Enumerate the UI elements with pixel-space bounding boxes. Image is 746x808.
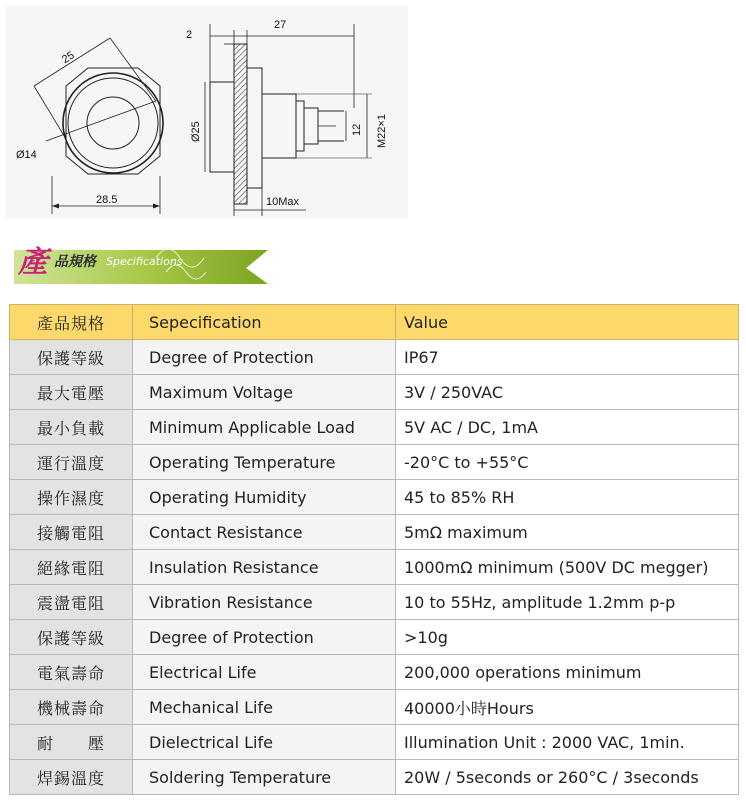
banner-subtitle: Specifications [106, 255, 183, 268]
cell-value: 40000小時Hours [396, 690, 739, 725]
table-row [10, 725, 739, 760]
cell-spec-name: Soldering Temperature [133, 760, 396, 795]
cell-zh-label: 震盪電阻 [10, 585, 133, 620]
table-row [10, 585, 739, 620]
side-view [205, 24, 372, 216]
cell-spec-name: Degree of Protection [133, 620, 396, 655]
cell-zh-label: 機械壽命 [10, 690, 133, 725]
dim-front-diag: 25 [59, 49, 77, 67]
cell-value: 5V AC / DC, 1mA [396, 410, 739, 445]
cell-spec-name: Operating Humidity [133, 480, 396, 515]
header-cell-zh: 產品規格 [10, 305, 133, 340]
table-row [10, 690, 739, 725]
table-header-row [10, 305, 739, 340]
cell-spec-name: Electrical Life [133, 655, 396, 690]
cell-zh-label: 操作濕度 [10, 480, 133, 515]
cell-spec-name: Maximum Voltage [133, 375, 396, 410]
dim-side-flange: 2 [186, 29, 193, 41]
dim-side-diameter: Ø25 [190, 121, 202, 142]
cell-zh-label: 焊錫溫度 [10, 760, 133, 795]
cell-zh-label: 運行溫度 [10, 445, 133, 480]
cell-value: 5mΩ maximum [396, 515, 739, 550]
cell-spec-name: Vibration Resistance [133, 585, 396, 620]
dim-side-length: 27 [274, 19, 287, 31]
cell-zh-label: 保護等級 [10, 620, 133, 655]
table-row [10, 655, 739, 690]
cell-zh-label: 最小負載 [10, 410, 133, 445]
dim-side-panel: 10Max [266, 196, 300, 208]
dim-front-inner: Ø14 [16, 149, 37, 161]
cell-value: 20W / 5seconds or 260°C / 3seconds [396, 760, 739, 795]
cell-value: IP67 [396, 340, 739, 375]
banner-big-char: 產 [18, 245, 48, 280]
cell-spec-name: Minimum Applicable Load [133, 410, 396, 445]
table-row [10, 445, 739, 480]
cell-zh-label: 絕緣電阻 [10, 550, 133, 585]
table-row [10, 410, 739, 445]
dim-side-pin: 12 [351, 123, 363, 136]
specifications-table-body [10, 305, 739, 795]
dimension-drawing [6, 6, 408, 219]
table-row [10, 340, 739, 375]
table-row [10, 375, 739, 410]
table-row [10, 620, 739, 655]
header-cell-value: Value [396, 305, 739, 340]
cell-value: 1000mΩ minimum (500V DC megger) [396, 550, 739, 585]
cell-spec-name: Insulation Resistance [133, 550, 396, 585]
cell-zh-label: 最大電壓 [10, 375, 133, 410]
cell-value: 3V / 250VAC [396, 375, 739, 410]
cell-zh-label: 電氣壽命 [10, 655, 133, 690]
cell-value: >10g [396, 620, 739, 655]
dim-side-thread: M22×1 [376, 114, 388, 148]
cell-spec-name: Operating Temperature [133, 445, 396, 480]
cell-value: -20°C to +55°C [396, 445, 739, 480]
cell-zh-label: 保護等級 [10, 340, 133, 375]
cell-spec-name: Degree of Protection [133, 340, 396, 375]
table-row [10, 760, 739, 795]
cell-value: 10 to 55Hz, amplitude 1.2mm p-p [396, 585, 739, 620]
cell-zh-label: 耐 壓 [10, 725, 133, 760]
specifications-banner [6, 232, 268, 284]
front-view [34, 38, 163, 214]
technical-drawing [6, 6, 408, 219]
cell-value: Illumination Unit : 2000 VAC, 1min. [396, 725, 739, 760]
cell-zh-label: 接觸電阻 [10, 515, 133, 550]
table-row [10, 550, 739, 585]
table-row [10, 515, 739, 550]
banner-title: 品規格 [54, 254, 96, 270]
header-cell-spec: Sepecification [133, 305, 396, 340]
banner-graphic [6, 232, 268, 284]
cell-spec-name: Contact Resistance [133, 515, 396, 550]
dim-front-width: 28.5 [96, 194, 118, 206]
specifications-table [9, 304, 739, 795]
cell-value: 45 to 85% RH [396, 480, 739, 515]
cell-spec-name: Mechanical Life [133, 690, 396, 725]
table-row [10, 480, 739, 515]
cell-spec-name: Dielectrical Life [133, 725, 396, 760]
cell-value: 200,000 operations minimum [396, 655, 739, 690]
